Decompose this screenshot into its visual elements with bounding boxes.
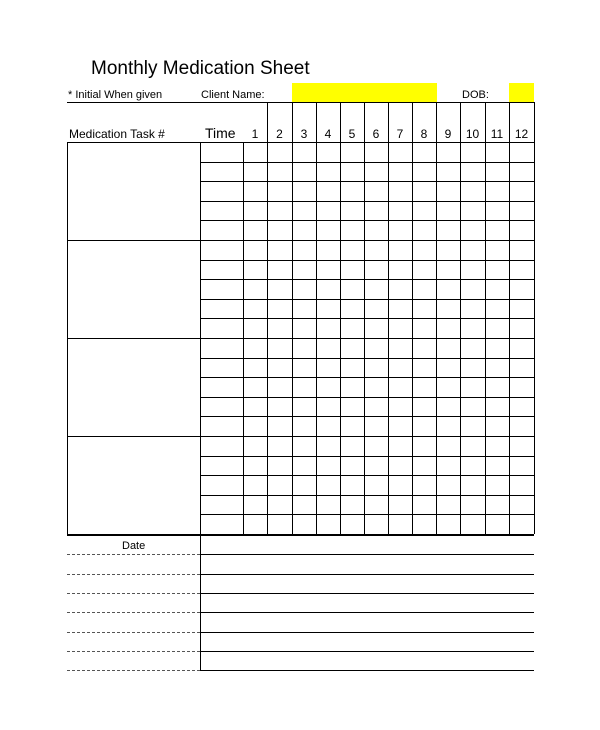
- day-column-border: [509, 102, 510, 534]
- table-row-line: [200, 279, 534, 280]
- date-section-top: [67, 535, 534, 536]
- day-column-border: [388, 102, 389, 534]
- table-top-border: [67, 102, 534, 103]
- task-group-border: [67, 436, 200, 437]
- table-row-line: [200, 260, 534, 261]
- day-header-4: 4: [324, 127, 332, 141]
- dashed-line: [67, 670, 200, 671]
- initial-note: * Initial When given: [68, 89, 163, 101]
- table-row-line: [200, 318, 534, 319]
- table-row-line: [200, 358, 534, 359]
- day-header-11: 11: [490, 127, 504, 141]
- table-row-line: [200, 142, 534, 143]
- left-border: [67, 142, 68, 534]
- table-row-line: [200, 436, 534, 437]
- table-row-line: [200, 181, 534, 182]
- task-group-border: [67, 240, 200, 241]
- page-title: Monthly Medication Sheet: [91, 58, 310, 79]
- dashed-line: [67, 651, 200, 652]
- day-header-7: 7: [396, 127, 404, 141]
- day-column-border: [340, 102, 341, 534]
- day-header-10: 10: [465, 127, 480, 141]
- date-row-line: [200, 593, 534, 594]
- table-row-line: [200, 514, 534, 515]
- day-header-12: 12: [514, 127, 529, 141]
- date-column-border: [200, 535, 201, 670]
- time-header: Time: [205, 125, 236, 141]
- date-row-line: [200, 651, 534, 652]
- table-row-line: [200, 240, 534, 241]
- task-group-border: [67, 142, 200, 143]
- day-header-5: 5: [348, 127, 356, 141]
- dashed-line: [67, 554, 200, 555]
- table-row-line: [200, 220, 534, 221]
- date-row-line: [200, 554, 534, 555]
- table-row-line: [200, 377, 534, 378]
- day-column-border: [485, 102, 486, 534]
- date-row-line: [200, 632, 534, 633]
- task-column-border: [200, 142, 201, 534]
- day-column-border: [316, 102, 317, 534]
- day-header-3: 3: [300, 127, 308, 141]
- dob-field[interactable]: [509, 83, 534, 102]
- dashed-line: [67, 574, 200, 575]
- date-row-line: [200, 574, 534, 575]
- day-header-9: 9: [444, 127, 452, 141]
- dashed-line: [67, 632, 200, 633]
- client-name-label: Client Name:: [201, 89, 265, 101]
- day-column-border: [436, 102, 437, 534]
- day-column-border: [243, 142, 244, 534]
- table-row-line: [200, 338, 534, 339]
- day-header-1: 1: [251, 127, 259, 141]
- day-column-border: [412, 102, 413, 534]
- table-row-line: [200, 456, 534, 457]
- day-column-border: [267, 102, 268, 534]
- table-row-line: [200, 475, 534, 476]
- dashed-line: [67, 612, 200, 613]
- day-header-6: 6: [372, 127, 380, 141]
- day-header-8: 8: [420, 127, 428, 141]
- table-row-line: [200, 416, 534, 417]
- table-row-line: [200, 495, 534, 496]
- right-border: [534, 102, 535, 534]
- dashed-line: [67, 593, 200, 594]
- day-column-border: [364, 102, 365, 534]
- table-row-line: [200, 201, 534, 202]
- day-column-border: [292, 102, 293, 534]
- task-group-border: [67, 338, 200, 339]
- table-row-line: [200, 299, 534, 300]
- day-column-border: [460, 102, 461, 534]
- dob-label: DOB:: [462, 89, 489, 101]
- table-row-line: [200, 397, 534, 398]
- day-header-2: 2: [276, 127, 283, 141]
- client-name-field[interactable]: [292, 83, 437, 102]
- task-header: Medication Task #: [69, 127, 165, 141]
- date-row-line: [200, 612, 534, 613]
- date-row-line: [200, 670, 534, 671]
- table-row-line: [200, 162, 534, 163]
- date-label: Date: [122, 540, 146, 552]
